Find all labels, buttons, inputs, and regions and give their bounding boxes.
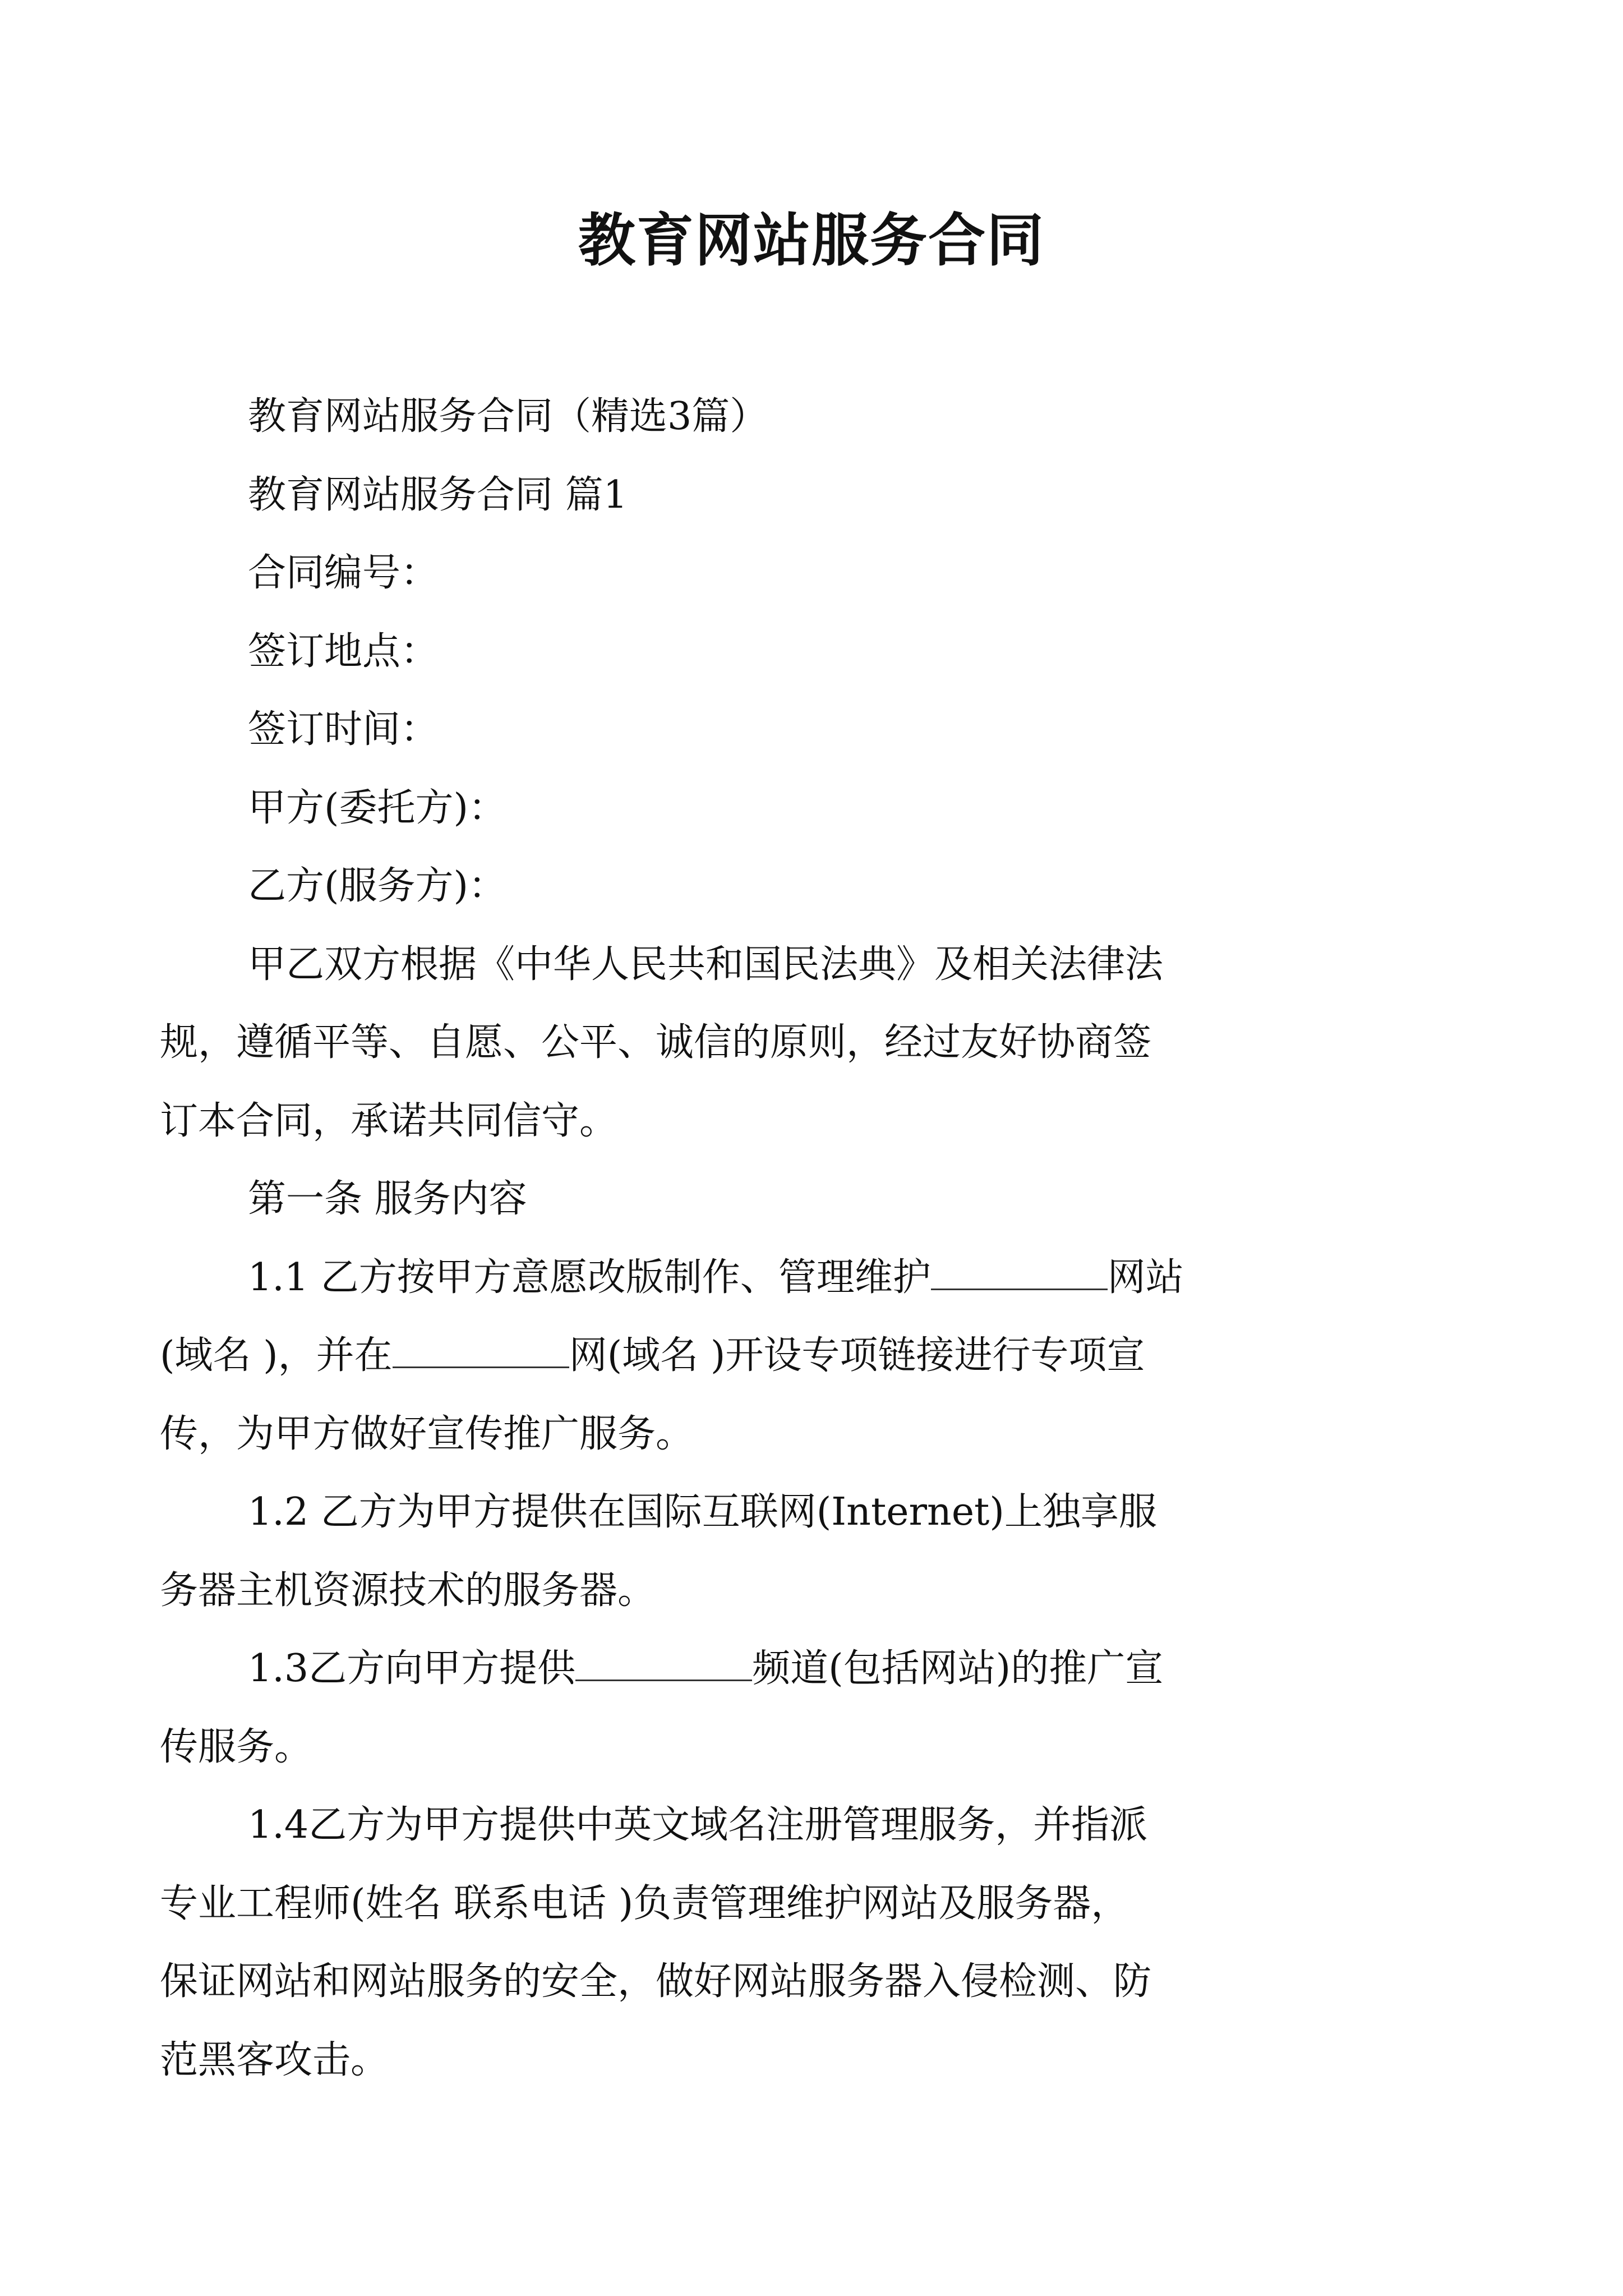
party-b-field: 乙方(服务方)： <box>248 864 507 908</box>
section-heading: 教育网站服务合同 篇1 <box>248 472 628 517</box>
subtitle-line: 教育网站服务合同（精选3篇） <box>248 394 768 439</box>
clause-text: (域名 )，并在 <box>160 1333 393 1378</box>
party-a-field: 甲方(委托方)： <box>248 785 507 830</box>
clause-text: 1.1 乙方按甲方意愿改版制作、管理维护 <box>248 1255 931 1300</box>
clause-1-1-line <box>160 1317 1383 1395</box>
preamble-line: 甲乙双方根据《中华人民共和国民法典》及相关法律法 <box>248 942 1164 987</box>
blank-underline <box>931 1256 1108 1290</box>
clause-text: 频道(包括网站)的推广宣 <box>752 1646 1164 1691</box>
signing-place-field: 签订地点： <box>248 629 439 674</box>
clause-1-4-line: 专业工程师(姓名 联系电话 )负责管理维护网站及服务器， <box>160 1881 1129 1926</box>
clause-text: 1.3乙方向甲方提供 <box>248 1646 576 1691</box>
article-heading: 第一条 服务内容 <box>248 1177 527 1221</box>
preamble-line: 订本合同，承诺共同信守。 <box>160 1098 618 1143</box>
clause-text: 网站 <box>1107 1255 1184 1300</box>
document-title: 教育网站服务合同 <box>578 208 1045 274</box>
clause-text: 网(域名 )开设专项链接进行专项宣 <box>569 1333 1145 1378</box>
document-body <box>160 378 1383 2099</box>
clause-1-4-line: 范黑客攻击。 <box>160 2037 389 2082</box>
clause-1-2-line: 务器主机资源技术的服务器。 <box>160 1568 656 1613</box>
clause-1-3-line: 传服务。 <box>160 1724 313 1769</box>
clause-1-4-line: 1.4乙方为甲方提供中英文域名注册管理服务，并指派 <box>248 1803 1148 1847</box>
contract-number-field: 合同编号： <box>248 551 439 595</box>
preamble-line: 规，遵循平等、自愿、公平、诚信的原则，经过友好协商签 <box>160 1020 1152 1065</box>
clause-1-3-line <box>248 1630 1383 1708</box>
blank-underline <box>393 1334 569 1368</box>
signing-time-field: 签订时间： <box>248 707 439 752</box>
clause-1-1-line <box>248 1239 1383 1317</box>
clause-1-4-line: 保证网站和网站服务的安全，做好网站服务器入侵检测、防 <box>160 1959 1152 2004</box>
clause-1-1-line: 传，为甲方做好宣传推广服务。 <box>160 1411 694 1456</box>
clause-1-2-line: 1.2 乙方为甲方提供在国际互联网(Internet)上独享服 <box>248 1490 1157 1534</box>
blank-underline <box>575 1647 752 1681</box>
